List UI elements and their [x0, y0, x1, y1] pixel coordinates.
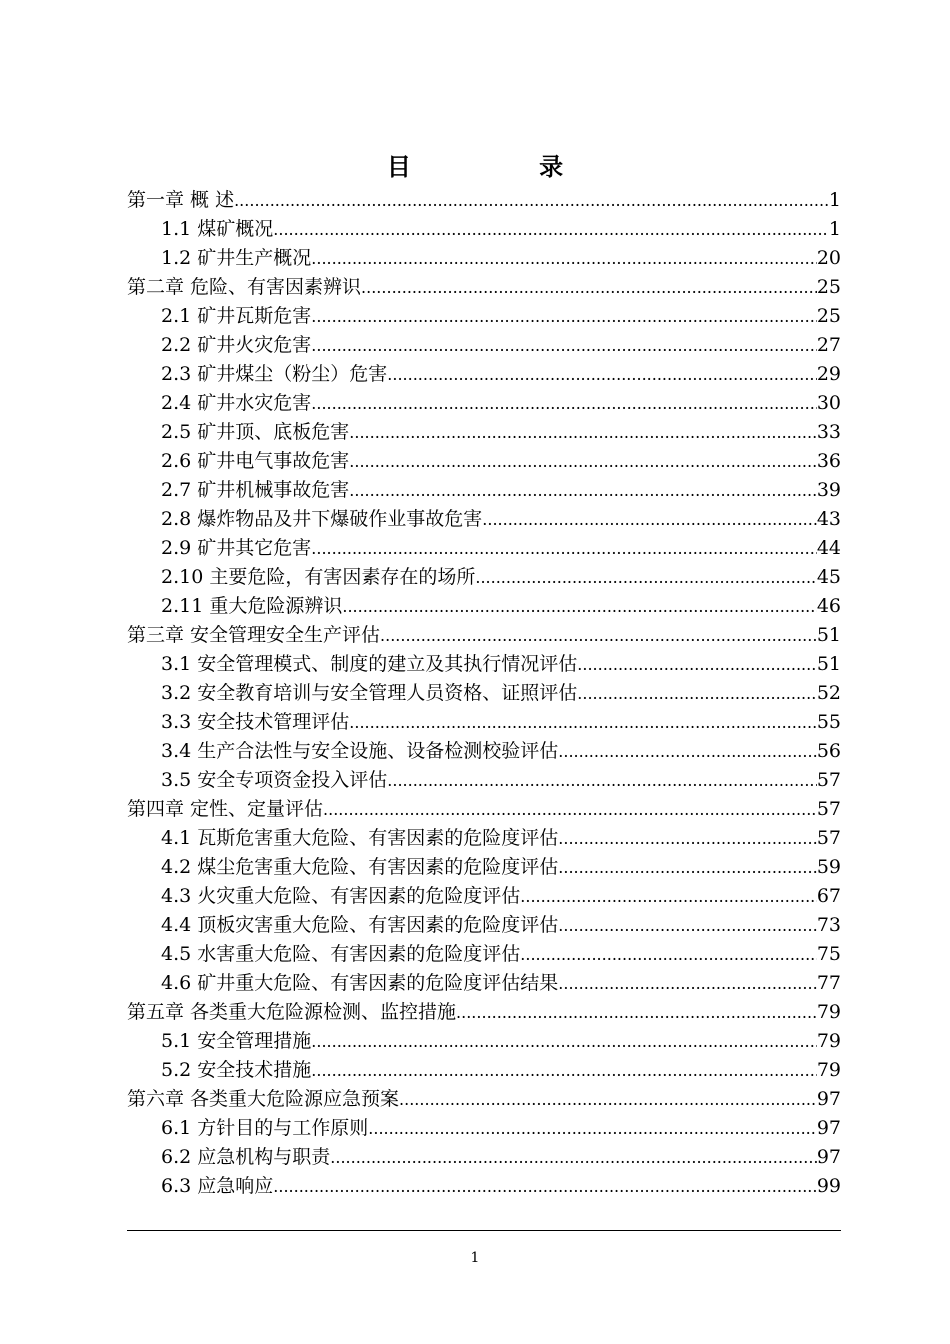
- toc-section-entry[interactable]: [127, 476, 841, 505]
- toc-entry-label: 4.4 顶板灾害重大危险、有害因素的危险度评估: [161, 914, 559, 936]
- toc-leader-dots: [558, 911, 817, 940]
- toc-section-entry[interactable]: [127, 824, 841, 853]
- toc-section-entry[interactable]: [127, 853, 841, 882]
- toc-entry-page: 1: [828, 189, 841, 211]
- toc-entry-label: 第一章 概 述: [127, 189, 235, 211]
- toc-leader-dots: [558, 737, 817, 766]
- toc-leader-dots: [558, 853, 817, 882]
- toc-section-entry[interactable]: [127, 302, 841, 331]
- toc-entry-label: 4.5 水害重大危险、有害因素的危险度评估: [161, 943, 521, 965]
- toc-entry-label: 2.10 主要危险，有害因素存在的场所: [161, 566, 476, 588]
- toc-leader-dots: [368, 1114, 817, 1143]
- footer-divider: [127, 1230, 841, 1231]
- toc-leader-dots: [273, 1172, 817, 1201]
- toc-leader-dots: [342, 592, 816, 621]
- toc-section-entry[interactable]: [127, 737, 841, 766]
- toc-entry-page: 99: [816, 1175, 841, 1197]
- toc-entry-page: 79: [816, 1059, 841, 1081]
- toc-entry-page: 79: [816, 1030, 841, 1052]
- toc-entry-label: 3.4 生产合法性与安全设施、设备检测校验评估: [161, 740, 559, 762]
- toc-leader-dots: [482, 505, 817, 534]
- toc-entry-label: 2.4 矿井水灾危害: [161, 392, 312, 414]
- toc-entry-label: 2.1 矿井瓦斯危害: [161, 305, 312, 327]
- toc-entry-label: 第六章 各类重大危险源应急预案: [127, 1088, 400, 1110]
- toc-entry-page: 59: [816, 856, 841, 878]
- toc-entry-page: 39: [816, 479, 841, 501]
- toc-leader-dots: [311, 389, 817, 418]
- toc-entry-label: 第二章 危险、有害因素辨识: [127, 276, 362, 298]
- toc-section-entry[interactable]: [127, 244, 841, 273]
- toc-entry-label: 2.5 矿井顶、底板危害: [161, 421, 350, 443]
- toc-section-entry[interactable]: [127, 447, 841, 476]
- toc-entry-label: 3.5 安全专项资金投入评估: [161, 769, 388, 791]
- toc-section-entry[interactable]: [127, 505, 841, 534]
- toc-section-entry[interactable]: [127, 1172, 841, 1201]
- toc-leader-dots: [361, 273, 817, 302]
- toc-leader-dots: [380, 621, 817, 650]
- toc-entry-page: 51: [816, 653, 841, 675]
- toc-entry-page: 46: [816, 595, 841, 617]
- toc-entry-page: 45: [816, 566, 841, 588]
- toc-leader-dots: [456, 998, 817, 1027]
- toc-section-entry[interactable]: [127, 592, 841, 621]
- toc-entry-label: 5.2 安全技术措施: [161, 1059, 312, 1081]
- toc-leader-dots: [311, 302, 817, 331]
- toc-entry-page: 51: [816, 624, 841, 646]
- toc-section-entry[interactable]: [127, 679, 841, 708]
- toc-section-entry[interactable]: [127, 969, 841, 998]
- toc-section-entry[interactable]: [127, 1056, 841, 1085]
- toc-entry-page: 43: [816, 508, 841, 530]
- toc-entry-label: 2.2 矿井火灾危害: [161, 334, 312, 356]
- toc-entry-label: 1.2 矿井生产概况: [161, 247, 312, 269]
- toc-entry-page: 77: [816, 972, 841, 994]
- toc-section-entry[interactable]: [127, 418, 841, 447]
- toc-entry-page: 57: [816, 827, 841, 849]
- toc-leader-dots: [311, 331, 817, 360]
- toc-entry-label: 6.1 方针目的与工作原则: [161, 1117, 369, 1139]
- toc-entry-label: 4.6 矿井重大危险、有害因素的危险度评估结果: [161, 972, 559, 994]
- toc-section-entry[interactable]: [127, 389, 841, 418]
- toc-entry-page: 29: [816, 363, 841, 385]
- toc-section-entry[interactable]: [127, 215, 841, 244]
- toc-entry-page: 57: [816, 798, 841, 820]
- toc-entry-page: 33: [816, 421, 841, 443]
- toc-leader-dots: [311, 534, 817, 563]
- toc-entry-page: 30: [816, 392, 841, 414]
- toc-entry-page: 75: [816, 943, 841, 965]
- toc-entry-label: 2.6 矿井电气事故危害: [161, 450, 350, 472]
- toc-leader-dots: [311, 1056, 817, 1085]
- toc-section-entry[interactable]: [127, 534, 841, 563]
- toc-leader-dots: [387, 766, 817, 795]
- toc-entry-label: 1.1 煤矿概况: [161, 218, 274, 240]
- toc-chapter-entry[interactable]: [127, 1085, 841, 1114]
- toc-leader-dots: [577, 650, 817, 679]
- toc-entry-label: 5.1 安全管理措施: [161, 1030, 312, 1052]
- toc-entry-label: 3.2 安全教育培训与安全管理人员资格、证照评估: [161, 682, 578, 704]
- toc-entry-page: 97: [816, 1146, 841, 1168]
- toc-entry-page: 55: [816, 711, 841, 733]
- toc-leader-dots: [311, 244, 817, 273]
- toc-entry-page: 1: [828, 218, 841, 240]
- toc-entry-page: 36: [816, 450, 841, 472]
- toc-leader-dots: [399, 1085, 817, 1114]
- toc-section-entry[interactable]: [127, 360, 841, 389]
- page-title: 目 录: [386, 152, 624, 181]
- toc-entry-page: 25: [816, 276, 841, 298]
- toc-section-entry[interactable]: [127, 1114, 841, 1143]
- toc-entry-label: 2.7 矿井机械事故危害: [161, 479, 350, 501]
- toc-entry-label: 2.9 矿井其它危害: [161, 537, 312, 559]
- toc-chapter-entry[interactable]: [127, 186, 841, 215]
- toc-leader-dots: [311, 1027, 817, 1056]
- toc-leader-dots: [323, 795, 817, 824]
- toc-section-entry[interactable]: [127, 708, 841, 737]
- toc-entry-label: 3.3 安全技术管理评估: [161, 711, 350, 733]
- table-of-contents: [127, 186, 841, 1201]
- toc-section-entry[interactable]: [127, 331, 841, 360]
- toc-entry-page: 97: [816, 1088, 841, 1110]
- toc-entry-label: 2.3 矿井煤尘（粉尘）危害: [161, 363, 388, 385]
- toc-leader-dots: [558, 969, 817, 998]
- toc-leader-dots: [475, 563, 816, 592]
- toc-entry-label: 第五章 各类重大危险源检测、监控措施: [127, 1001, 457, 1023]
- toc-chapter-entry[interactable]: [127, 795, 841, 824]
- toc-entry-page: 56: [816, 740, 841, 762]
- toc-entry-label: 4.1 瓦斯危害重大危险、有害因素的危险度评估: [161, 827, 559, 849]
- toc-entry-label: 2.8 爆炸物品及井下爆破作业事故危害: [161, 508, 483, 530]
- toc-section-entry[interactable]: [127, 1143, 841, 1172]
- toc-entry-label: 6.2 应急机构与职责: [161, 1146, 331, 1168]
- toc-entry-label: 4.3 火灾重大危险、有害因素的危险度评估: [161, 885, 521, 907]
- toc-leader-dots: [558, 824, 817, 853]
- toc-leader-dots: [387, 360, 817, 389]
- toc-leader-dots: [349, 447, 817, 476]
- toc-leader-dots: [330, 1143, 817, 1172]
- toc-section-entry[interactable]: [127, 1027, 841, 1056]
- page-number: 1: [470, 1250, 480, 1266]
- toc-chapter-entry[interactable]: [127, 621, 841, 650]
- toc-leader-dots: [349, 476, 817, 505]
- toc-leader-dots: [520, 940, 817, 969]
- toc-chapter-entry[interactable]: [127, 273, 841, 302]
- toc-section-entry[interactable]: [127, 911, 841, 940]
- toc-entry-page: 67: [816, 885, 841, 907]
- toc-leader-dots: [349, 418, 817, 447]
- toc-leader-dots: [577, 679, 817, 708]
- toc-section-entry[interactable]: [127, 766, 841, 795]
- toc-entry-page: 25: [816, 305, 841, 327]
- toc-section-entry[interactable]: [127, 882, 841, 911]
- toc-entry-label: 6.3 应急响应: [161, 1175, 274, 1197]
- toc-entry-page: 20: [816, 247, 841, 269]
- toc-entry-page: 57: [816, 769, 841, 791]
- toc-entry-label: 第三章 安全管理安全生产评估: [127, 624, 381, 646]
- toc-entry-page: 44: [816, 537, 841, 559]
- toc-chapter-entry[interactable]: [127, 998, 841, 1027]
- toc-section-entry[interactable]: [127, 563, 841, 592]
- toc-entry-page: 27: [816, 334, 841, 356]
- toc-entry-page: 79: [816, 1001, 841, 1023]
- toc-entry-label: 2.11 重大危险源辨识: [161, 595, 343, 617]
- toc-leader-dots: [520, 882, 817, 911]
- toc-leader-dots: [234, 186, 829, 215]
- toc-section-entry[interactable]: [127, 940, 841, 969]
- toc-leader-dots: [273, 215, 829, 244]
- toc-entry-label: 3.1 安全管理模式、制度的建立及其执行情况评估: [161, 653, 578, 675]
- toc-entry-page: 52: [816, 682, 841, 704]
- toc-entry-page: 73: [816, 914, 841, 936]
- toc-entry-label: 第四章 定性、定量评估: [127, 798, 324, 820]
- toc-leader-dots: [349, 708, 817, 737]
- toc-section-entry[interactable]: [127, 650, 841, 679]
- toc-entry-label: 4.2 煤尘危害重大危险、有害因素的危险度评估: [161, 856, 559, 878]
- toc-entry-page: 97: [816, 1117, 841, 1139]
